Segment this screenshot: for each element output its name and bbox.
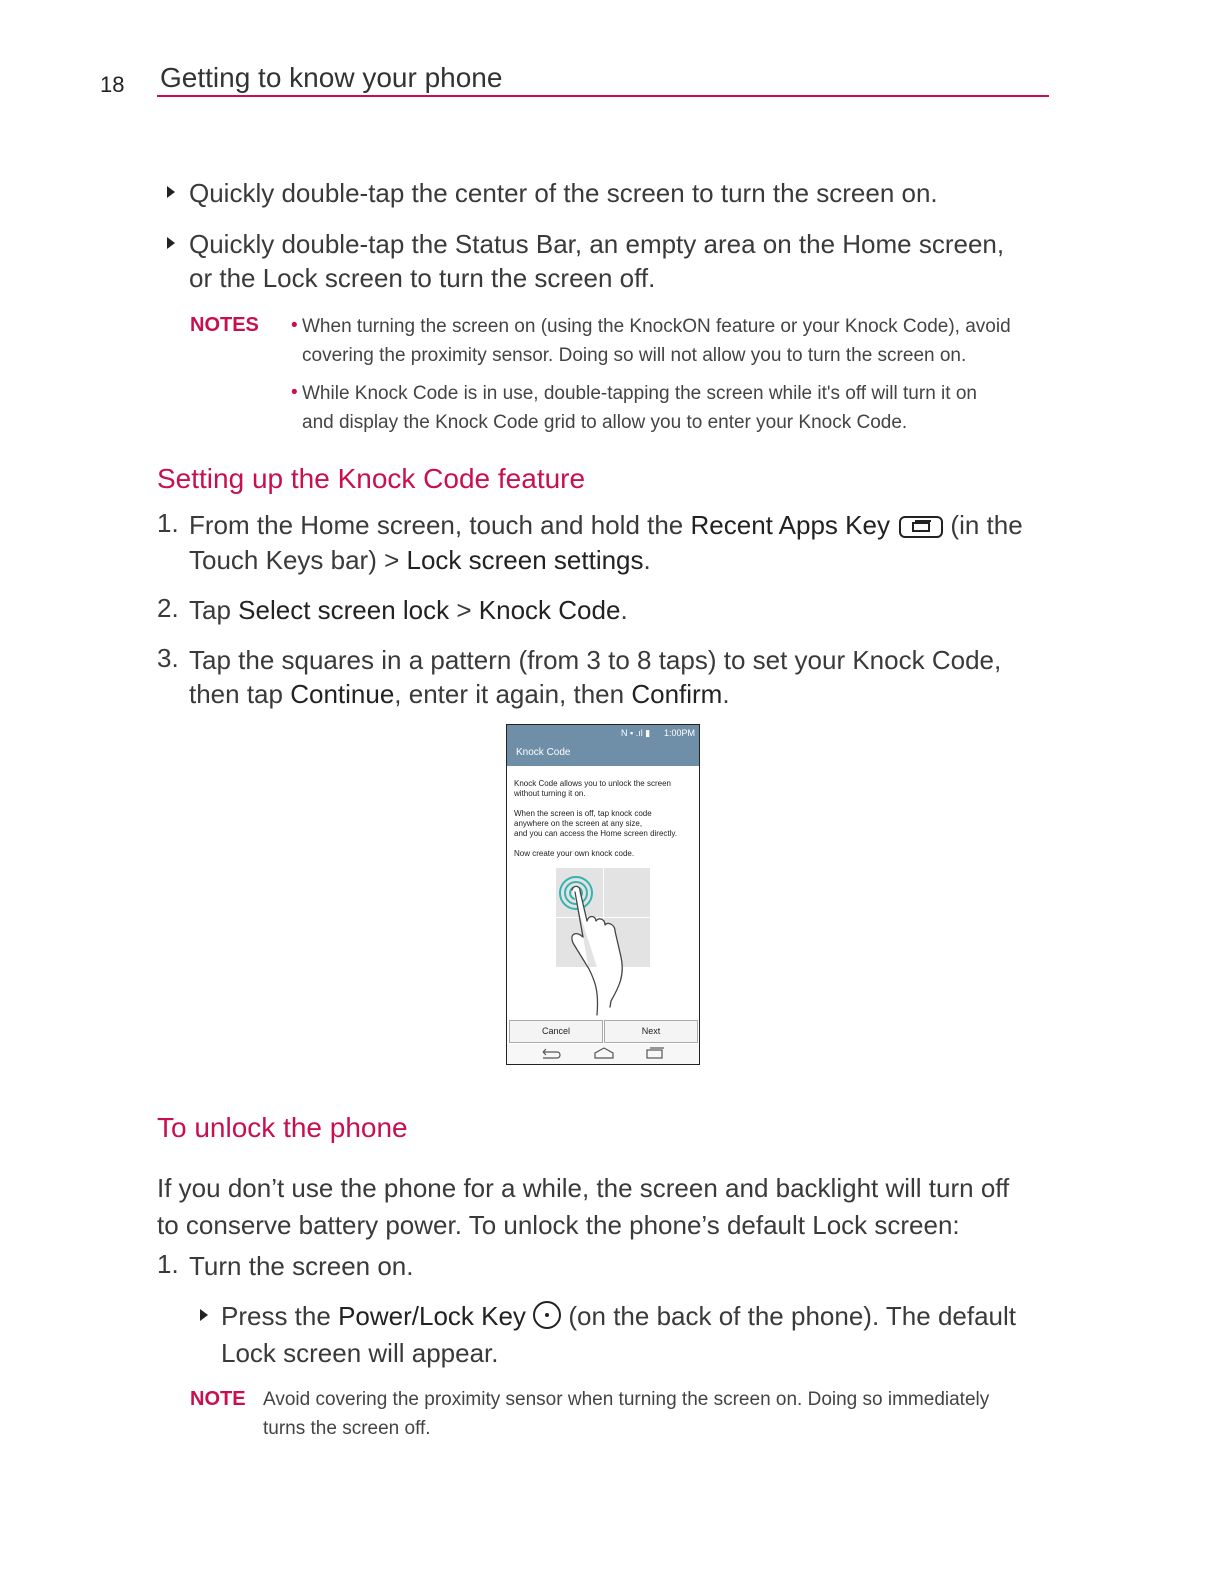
tapping-hand-icon xyxy=(507,725,699,1064)
note-label: NOTE xyxy=(190,1388,246,1410)
phone-screenshot xyxy=(506,724,700,1065)
step-text-part: > xyxy=(449,595,479,625)
bullet-text-continued: or the Lock screen to turn the screen off. xyxy=(189,263,656,293)
sub-bullet-text: Lock screen will appear. xyxy=(221,1338,499,1368)
note-line: covering the proximity sensor. Doing so will not allow you to turn the screen on. xyxy=(302,345,967,366)
step-text: Tap the squares in a pattern (from 3 to 8 taps) to set your Knock Code, xyxy=(189,645,1002,675)
phone-nav-bar xyxy=(507,1044,699,1064)
phone-text-line: anywhere on the screen at any size, xyxy=(514,819,643,828)
back-icon[interactable] xyxy=(543,1049,560,1058)
step-text-part: . xyxy=(722,679,730,709)
step-text xyxy=(189,543,651,577)
section-heading: Setting up the Knock Code feature xyxy=(157,463,586,494)
step-text-part: Tap xyxy=(189,595,239,625)
phone-screen-title: Knock Code xyxy=(516,747,571,758)
phone-text-line: When the screen is off, tap knock code xyxy=(514,809,652,818)
notes-label: NOTES xyxy=(190,314,259,336)
step-text-part: From the Home screen, touch and hold the xyxy=(189,510,691,540)
step-text-part: Touch Keys bar) > xyxy=(189,545,407,575)
section-heading: To unlock the phone xyxy=(157,1112,408,1143)
phone-text-line: Knock Code allows you to unlock the screen xyxy=(514,779,671,788)
phone-next-button[interactable]: Next xyxy=(604,1020,698,1043)
step-number: 1. xyxy=(157,1249,179,1279)
page-title: Getting to know your phone xyxy=(160,62,503,93)
phone-text-line: without turning it on. xyxy=(514,789,586,798)
step-text-part: (in the xyxy=(943,510,1023,540)
key-name: Recent Apps Key xyxy=(690,510,890,540)
step-text xyxy=(189,677,730,711)
phone-text-line: and you can access the Home screen directly. xyxy=(514,829,678,838)
header-divider xyxy=(157,95,1049,97)
bullet-text: Quickly double-tap the Status Bar, an empty area on the Home screen, xyxy=(189,229,1005,259)
menu-name: Select screen lock xyxy=(238,595,450,625)
power-lock-key-icon xyxy=(533,1301,561,1329)
recent-apps-key-icon xyxy=(899,516,943,538)
status-bar-icons: N ▪ .ıl ▮ xyxy=(621,728,651,738)
step-text xyxy=(189,508,1023,542)
menu-name: Lock screen settings xyxy=(406,545,644,575)
bullet-arrow-icon xyxy=(200,1309,208,1321)
step-text-part: . xyxy=(643,545,651,575)
page-number: 18 xyxy=(100,72,125,97)
step-number: 3. xyxy=(157,643,179,673)
bullet-text: Quickly double-tap the center of the screen to turn the screen on. xyxy=(189,178,938,208)
key-name: Power/Lock Key xyxy=(338,1301,526,1331)
recent-apps-icon[interactable] xyxy=(647,1048,664,1058)
menu-name: Knock Code xyxy=(478,595,621,625)
step-text xyxy=(189,593,628,627)
button-name: Continue xyxy=(290,679,395,709)
step-text-part: then tap xyxy=(189,679,291,709)
step-text-part: . xyxy=(620,595,628,625)
note-line: Avoid covering the proximity sensor when turning the screen on. Doing so immediately xyxy=(263,1389,990,1410)
note-bullet: • xyxy=(291,315,298,336)
step-text-part: , enter it again, then xyxy=(394,679,632,709)
status-time: 1:00PM xyxy=(663,728,695,738)
note-line: turns the screen off. xyxy=(263,1418,431,1439)
button-name: Confirm xyxy=(631,679,723,709)
bullet-arrow-icon xyxy=(167,186,175,198)
paragraph-line: to conserve battery power. To unlock the phone’s default Lock screen: xyxy=(157,1210,960,1240)
home-icon[interactable] xyxy=(595,1048,613,1058)
note-bullet: • xyxy=(291,382,298,403)
sub-bullet-text xyxy=(221,1299,1016,1333)
step-number: 1. xyxy=(157,508,179,538)
paragraph-line: If you don’t use the phone for a while, the screen and backlight will turn off xyxy=(157,1173,1010,1203)
step-text: Turn the screen on. xyxy=(189,1251,414,1281)
bullet-arrow-icon xyxy=(167,237,175,249)
step-text-part: Press the xyxy=(221,1301,339,1331)
note-line: While Knock Code is in use, double-tapping the screen while it's off will turn it on xyxy=(302,383,977,404)
note-line: When turning the screen on (using the KnockON feature or your Knock Code), avoid xyxy=(302,316,1011,337)
note-line: and display the Knock Code grid to allow you to enter your Knock Code. xyxy=(302,412,908,433)
step-text-part: (on the back of the phone). The default xyxy=(561,1301,1017,1331)
phone-cancel-button[interactable]: Cancel xyxy=(509,1020,603,1043)
phone-paragraph: Now create your own knock code. xyxy=(514,849,635,858)
step-number: 2. xyxy=(157,593,179,623)
